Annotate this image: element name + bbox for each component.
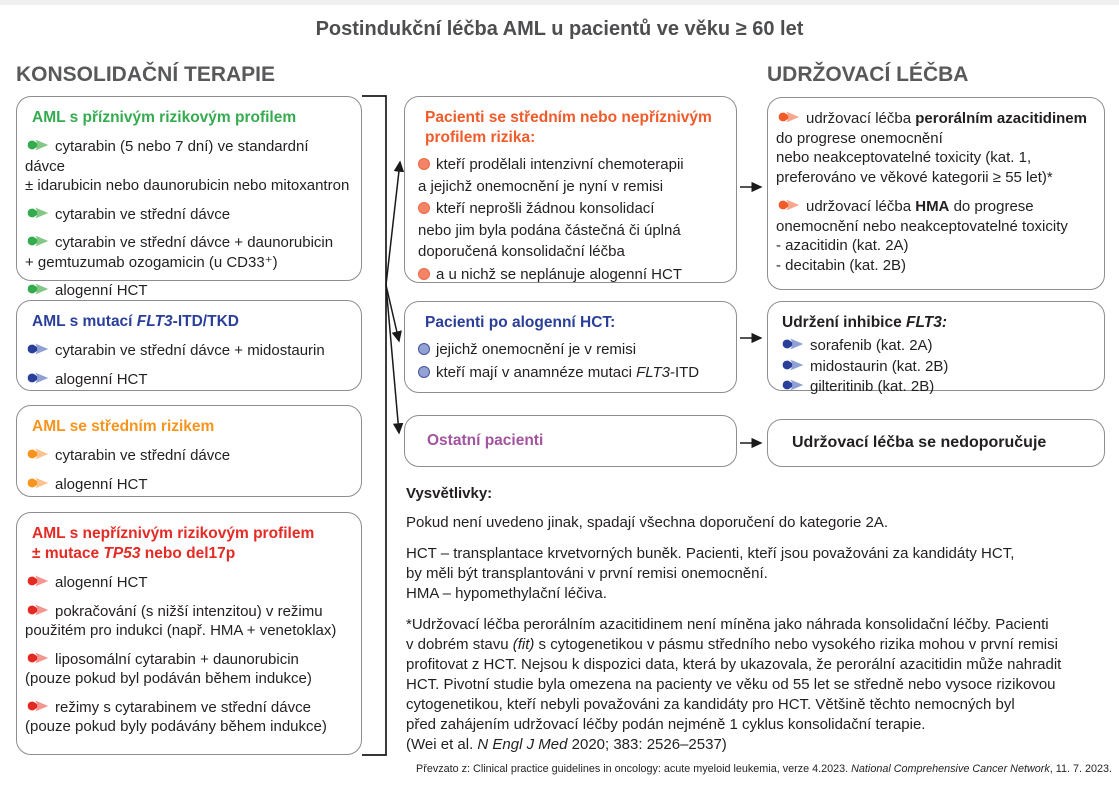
treatment-option — [25, 233, 351, 272]
green-arrow-icon — [25, 234, 50, 248]
box-maintenance-flt3-inhibition — [767, 301, 1105, 395]
box-title: Udržení inhibice FLT3: — [782, 314, 948, 331]
arrow-to-intermediate-adverse — [386, 162, 400, 285]
criteria-text: kteří prodělali intenzivní chemoterapii a jejichž onemocnění je nyní v remisi — [418, 156, 684, 195]
box-maintenance-not-recommended — [767, 419, 1105, 467]
treatment-option — [25, 446, 351, 466]
red-arrow-icon — [25, 699, 50, 713]
maintenance-option — [780, 377, 1094, 397]
blue-arrow-icon — [780, 378, 805, 392]
top-strip — [0, 0, 1119, 5]
legend-paragraph: *Udržovací léčba perorálním azacitidinem není míněna jako náhrada konsolidační léčby. Pacienti v dobrém stavu (fit) s cytogenetikou v pásmu středního nebo vysokého rizika mohou v první remisi profitovat z HCT. Nejsou k dispozici data, která by ukazovala, že perorální azacitidin může nahradit HCT. Pivotní studie byla omezena na pacienty ve věku od 55 let se středně nebo vysoce rizikovou cytogenetikou, kteří nebyli považováni za kandidáty pro HCT. Většině těchto nemocných byl před zahájením udržovací léčby podán nejméně 1 cyklus konsolidační terapie. (Wei et al. N Engl J Med 2020; 383: 2526–2537) — [406, 616, 1062, 753]
green-arrow-icon — [25, 138, 50, 152]
maintenance-column-header: UDRŽOVACÍ LÉČBA — [767, 63, 969, 86]
box-patients-other — [404, 415, 737, 467]
treatment-option — [25, 602, 351, 641]
box-title: Udržovací léčba se nedoporučuje — [792, 434, 1047, 451]
criteria-list — [418, 339, 726, 383]
legend-paragraph: Pokud není uvedeno jinak, spadají všechna doporučení do kategorie 2A. — [406, 514, 889, 531]
box-title: AML s příznivým rizikovým profilem — [32, 109, 297, 126]
treatment-option-text: cytarabin ve střední dávce + daunorubicin + gemtuzumab ozogamicin (u CD33⁺) — [25, 234, 334, 271]
green-arrow-icon — [25, 282, 50, 296]
treatment-option-text: cytarabin (5 nebo 7 dní) ve standardní dávce ± idarubicin nebo daunorubicin nebo mitoxantron — [25, 138, 350, 194]
consolidation-column-header: KONSOLIDAČNÍ TERAPIE — [16, 63, 276, 86]
orange-arrow-icon — [25, 447, 50, 461]
treatment-option-text: pokračování (s nižší intenzitou) v režimu použitém pro indukci (např. HMA + venetoklax) — [25, 602, 337, 639]
page-title: Postindukční léčba AML u pacientů ve věku ≥ 60 let — [315, 18, 804, 40]
box-maintenance-azacitidine — [767, 97, 1105, 290]
arrow-to-other — [386, 285, 399, 433]
red-arrow-icon — [25, 651, 50, 665]
box-title: AML se středním rizikem — [32, 418, 215, 435]
blue-bullet-icon — [418, 366, 430, 378]
treatment-option — [25, 573, 351, 593]
box-title: Pacienti se středním nebo nepříznivým profilem rizika: — [425, 109, 712, 146]
treatment-option-text: liposomální cytarabin + daunorubicin (pouze pokud byl podáván během indukce) — [25, 650, 312, 687]
treatment-option-text: režimy s cytarabinem ve střední dávce (pouze pokud byly podávány během indukce) — [25, 698, 327, 735]
treatment-option-text: cytarabin ve střední dávce + midostaurin — [55, 342, 325, 359]
orangered-arrow-icon — [776, 110, 801, 124]
maintenance-option-text: sorafenib (kat. 2A) — [810, 337, 933, 354]
green-arrow-icon — [25, 206, 50, 220]
treatment-option — [25, 341, 351, 361]
box-title: Pacienti po alogenní HCT: — [425, 314, 616, 331]
criteria-item — [418, 362, 726, 384]
blue-arrow-icon — [25, 371, 50, 385]
treatment-option-text: cytarabin ve střední dávce — [55, 205, 231, 223]
blue-arrow-icon — [780, 358, 805, 372]
treatment-option — [25, 137, 351, 196]
treatment-option — [25, 281, 351, 301]
box-title: AML s mutací FLT3-ITD/TKD — [32, 313, 239, 330]
legend-paragraph: HCT – transplantace krvetvorných buněk. Pacienti, kteří jsou považováni za kandidáty HCT, by měli být transplantováni v první remisi onemocnění. HMA – hypomethylační léčiva. — [406, 545, 1015, 602]
blue-arrow-icon — [25, 342, 50, 356]
treatment-option — [25, 698, 351, 737]
box-title: Ostatní pacienti — [427, 432, 544, 449]
red-arrow-icon — [25, 603, 50, 617]
treatment-option-text: alogenní HCT — [55, 370, 148, 388]
treatment-option-text: alogenní HCT — [55, 475, 148, 493]
orange-bullet-icon — [418, 268, 430, 280]
box-patients-after-hct — [404, 301, 737, 393]
criteria-text: jejichž onemocnění je v remisi — [436, 341, 637, 358]
legend-section — [406, 484, 1111, 766]
criteria-item — [418, 154, 726, 197]
criteria-list — [418, 154, 726, 285]
criteria-item — [418, 339, 726, 361]
treatment-option-text: alogenní HCT — [55, 282, 148, 299]
treatment-option — [25, 205, 351, 225]
box-patients-intermediate-adverse — [404, 96, 737, 283]
treatment-option-text: cytarabin ve střední dávce — [55, 447, 231, 464]
maintenance-option — [776, 197, 1094, 275]
orange-bullet-icon — [418, 202, 430, 214]
criteria-item — [418, 198, 726, 263]
maintenance-option — [780, 336, 1094, 356]
blue-arrow-icon — [780, 337, 805, 351]
maintenance-option — [780, 357, 1094, 377]
criteria-text: kteří mají v anamnéze mutaci FLT3-ITD — [436, 363, 700, 381]
maintenance-option-text: udržovací léčba HMA do progrese onemocnění nebo neakceptovatelné toxicity - azacitidin (kat. 2A) - decitabin (kat. 2B) — [776, 198, 1068, 274]
arrow-to-after-hct — [386, 285, 399, 341]
legend-heading: Vysvětlivky: — [406, 485, 493, 502]
orange-arrow-icon — [25, 476, 50, 490]
source-attribution: Převzato z: Clinical practice guidelines in oncology: acute myeloid leukemia, verze 4.2023. National Comprehensive Cancer Network, 11. 7. 2023. — [416, 763, 1112, 775]
box-title: AML s nepříznivým rizikovým profilem ± mutace TP53 nebo del17p — [32, 525, 315, 562]
box-aml-intermediate-risk — [16, 405, 362, 497]
maintenance-option — [776, 109, 1094, 187]
treatment-option — [25, 370, 351, 390]
treatment-option-text: alogenní HCT — [55, 574, 148, 591]
treatment-option — [25, 650, 351, 689]
red-arrow-icon — [25, 574, 50, 588]
box-aml-flt3-itd-tkd — [16, 300, 362, 391]
bracket-line — [362, 96, 386, 755]
maintenance-option-text: gilteritinib (kat. 2B) — [810, 378, 935, 395]
blue-bullet-icon — [418, 343, 430, 355]
criteria-text: kteří neprošli žádnou konsolidací nebo jim byla podána částečná či úplná doporučená konsolidační léčba — [418, 200, 681, 260]
orangered-arrow-icon — [776, 198, 801, 212]
orange-bullet-icon — [418, 158, 430, 170]
maintenance-option-text: midostaurin (kat. 2B) — [810, 357, 949, 375]
treatment-option — [25, 475, 351, 495]
criteria-text: a u nichž se neplánuje alogenní HCT — [436, 265, 682, 283]
criteria-item — [418, 264, 726, 286]
box-aml-favorable-risk — [16, 96, 362, 299]
box-aml-adverse-risk — [16, 512, 362, 755]
maintenance-option-text: udržovací léčba perorálním azacitidinem do progrese onemocnění nebo neakceptovatelné toxicity (kat. 1, preferováno ve věkové kategorii ≥ 55 let)* — [776, 110, 1087, 186]
